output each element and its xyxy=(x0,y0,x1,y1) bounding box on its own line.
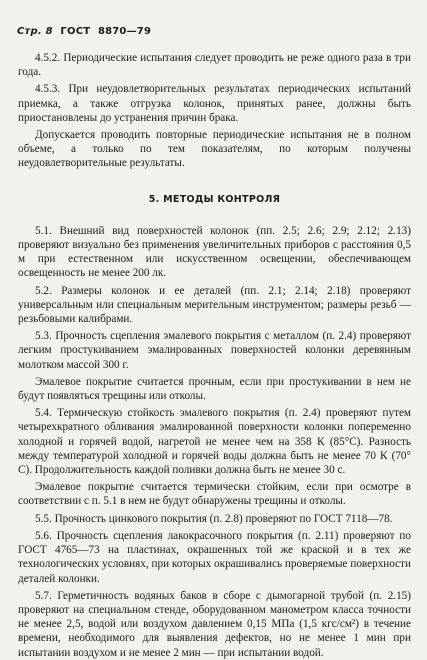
paragraph-4-5-3: 4.5.3. При неудовлетворительных результатах периодических испытаний приемка, а также отгрузка колонок, принятых ранее, должны быть приостановлены до устранения причин брака. xyxy=(18,83,411,124)
paragraph-5-1: 5.1. Внешний вид поверхностей колонок (пп. 2.5; 2.6; 2.9; 2.12; 2.13) проверяют визуально без применения увеличительных приборов с расстояния 0,5 м при естественном или искусственном освещении, обеспечивающем освещенность не менее 200 лк. xyxy=(18,224,411,280)
paragraph-5-6: 5.6. Прочность сцепления лакокрасочного покрытия (п. 2.11) проверяют по ГОСТ 4765—73 на пластинах, окрашенных той же краской и в тех же технологических условиях, при которых окрашивались проверяемые поверхности деталей колонки. xyxy=(18,529,411,585)
paragraph-5-3: 5.3. Прочность сцепления эмалевого покрытия с металлом (п. 2.4) проверяют легким простукиванием эмалированных поверхностей колонки деревянным молотком массой 300 г. xyxy=(18,330,411,371)
page-header xyxy=(17,26,151,37)
standard-number: 8870—79 xyxy=(97,26,152,37)
paragraph-5-2: 5.2. Размеры колонок и ее деталей (пп. 2.1; 2.14; 2.18) проверяют универсальным или специальным мерительным инструментом; размеры резьб — резьбовыми калибрами. xyxy=(18,284,411,326)
paragraph-5-5: 5.5. Прочность цинкового покрытия (п. 2.8) проверяют по ГОСТ 7118—78. xyxy=(35,512,393,525)
section-title: 5. МЕТОДЫ КОНТРОЛЯ xyxy=(148,193,281,205)
document-body xyxy=(18,51,411,660)
paragraph-partial-retest: Допускается проводить повторные периодические испытания не в полном объеме, а только по тем показателям, по которым получены неудовлетворительные результаты. xyxy=(18,129,411,170)
paragraph-5-7: 5.7. Герметичность водяных баков в сборе с дымогарной трубой (п. 2.15) проверяют на специальном стенде, оборудованном манометром класса точности не менее 2,5, водой или воздухом давлением 0,15 МПа (1,5 кгс/см²) в течение времени, необходимого для выявления дефектов, но не менее 1 мин при испытании воздухом и не менее 2 мин — при испытании водой. xyxy=(18,589,411,659)
paragraph-4-5-2: 4.5.2. Периодические испытания следует проводить не реже одного раза в три года. xyxy=(18,52,411,79)
standard-label: ГОСТ xyxy=(60,26,91,37)
paragraph-enamel-strength: Эмалевое покрытие считается прочным, если при простукивании в нем не будут появляться трещины или отколы. xyxy=(18,375,411,403)
paragraph-5-4: 5.4. Термическую стойкость эмалевого покрытия (п. 2.4) проверяют путем четырехкратного обливания эмалированной поверхности колонки попеременно холодной и горячей водой, нагретой не менее чем на 358 К (85°С). Разность между температурой холодной и горячей воды должна быть не менее 70 К (70° С). Продолжительность каждой поливки должна быть не менее 30 с. xyxy=(18,407,411,477)
page-number: Стр. 8 xyxy=(17,26,53,37)
paragraph-enamel-thermal: Эмалевое покрытие считается термически стойким, если при осмотре в соответствии с п. 5.1 в нем не будут обнаружены трещины и отколы. xyxy=(18,481,411,508)
